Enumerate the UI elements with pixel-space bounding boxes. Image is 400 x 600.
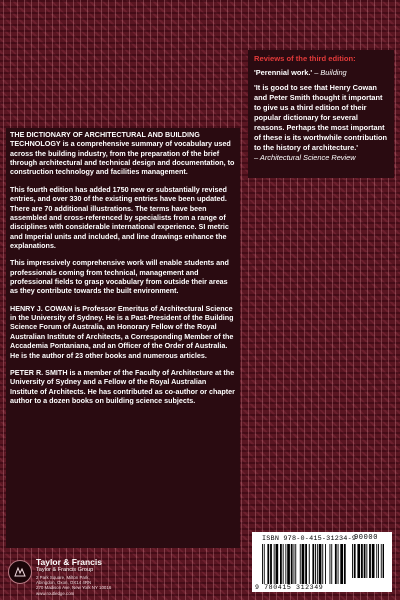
barcode-addon-digits: 90000: [354, 534, 379, 542]
book-title-lead: THE DICTIONARY OF ARCHITECTURAL AND BUILDING TECHNOLOGY: [10, 130, 200, 149]
address-line: www.routledge.com: [36, 590, 75, 596]
description-text: is a comprehensive summary of vocabulary used across the building industry, from the preparation of the brief through architectural and technical design and documentation, to construction technology and facilities management.: [10, 139, 235, 177]
publisher-logo-mark: [13, 565, 27, 579]
author-name: HENRY J. COWAN: [10, 303, 73, 313]
author-bio-text: is Professor Emeritus of Architectural Science in the University of Sydney. He is a Past-President of the Building Science Forum of Australia, an Honorary Fellow of the Royal Australian Institute of Architects, a Corresponding Member of the Accademia Pontaniana, and an Officer of the Order of Australia. He is the author of 23 other books and numerous articles.: [10, 303, 234, 360]
isbn-label: ISBN 978-0-415-31234-9: [262, 535, 357, 543]
author-name: PETER R. SMITH: [10, 367, 68, 377]
description-panel: [6, 128, 240, 548]
review-item: [254, 68, 388, 78]
publisher-group: Taylor & Francis Group: [36, 567, 94, 573]
reviews-panel: [248, 50, 394, 178]
author-bio: [10, 368, 236, 405]
barcode: [252, 532, 392, 592]
publisher-logo-icon: [8, 560, 32, 584]
barcode-addon-bars: [352, 544, 384, 578]
author-bio: [10, 304, 236, 360]
publisher-address: [36, 575, 111, 596]
ean-digits: 9 780415 312349: [255, 584, 324, 591]
address-line: 2 Park Square, Milton Park,: [36, 575, 90, 580]
review-source: – Architectural Science Review: [254, 152, 356, 162]
barcode-bars: [262, 544, 346, 584]
description-paragraph: This impressively comprehensive work will enable students and professionals coming from technical, management and professional fields to grasp vocabulary from outside their areas as they contribute towards the built environment.: [10, 258, 229, 296]
address-line: 270 Madison Ave, New York NY 10016: [36, 585, 112, 591]
publisher-name: Taylor & Francis: [36, 557, 102, 567]
review-item: [254, 83, 388, 162]
publisher-block: [6, 556, 240, 594]
review-source: – Building: [312, 68, 347, 78]
author-bio-text: is a member of the Faculty of Architecture at the University of Sydney and a Fellow of the Royal Australian Institute of Architects. He has contributed as co-author or chapter author to a dozen books on building science subjects.: [10, 367, 235, 405]
reviews-heading: Reviews of the third edition:: [254, 54, 356, 63]
address-line: Abingdon, Oxon, OX14 4RN: [36, 580, 92, 586]
description-paragraph: [10, 130, 236, 177]
description-paragraph: This fourth edition has added 1750 new or substantially revised entries, and over 330 of the existing entries have been updated. There are 70 additional illustrations. The terms have been assembled and cross-referenced by specialists from a range of disciplines with considerable international experience. SI metric and Imperial units and included, and line drawings enhance the explanations.: [10, 184, 229, 250]
review-quote: 'Perennial work.': [254, 68, 313, 78]
review-quote: 'It is good to see that Henry Cowan and Peter Smith thought it important to give us a third edition of their popular dictionary for several reasons. Perhaps the most important of these is its worthwhile contribution to the history of architecture.': [254, 83, 388, 152]
